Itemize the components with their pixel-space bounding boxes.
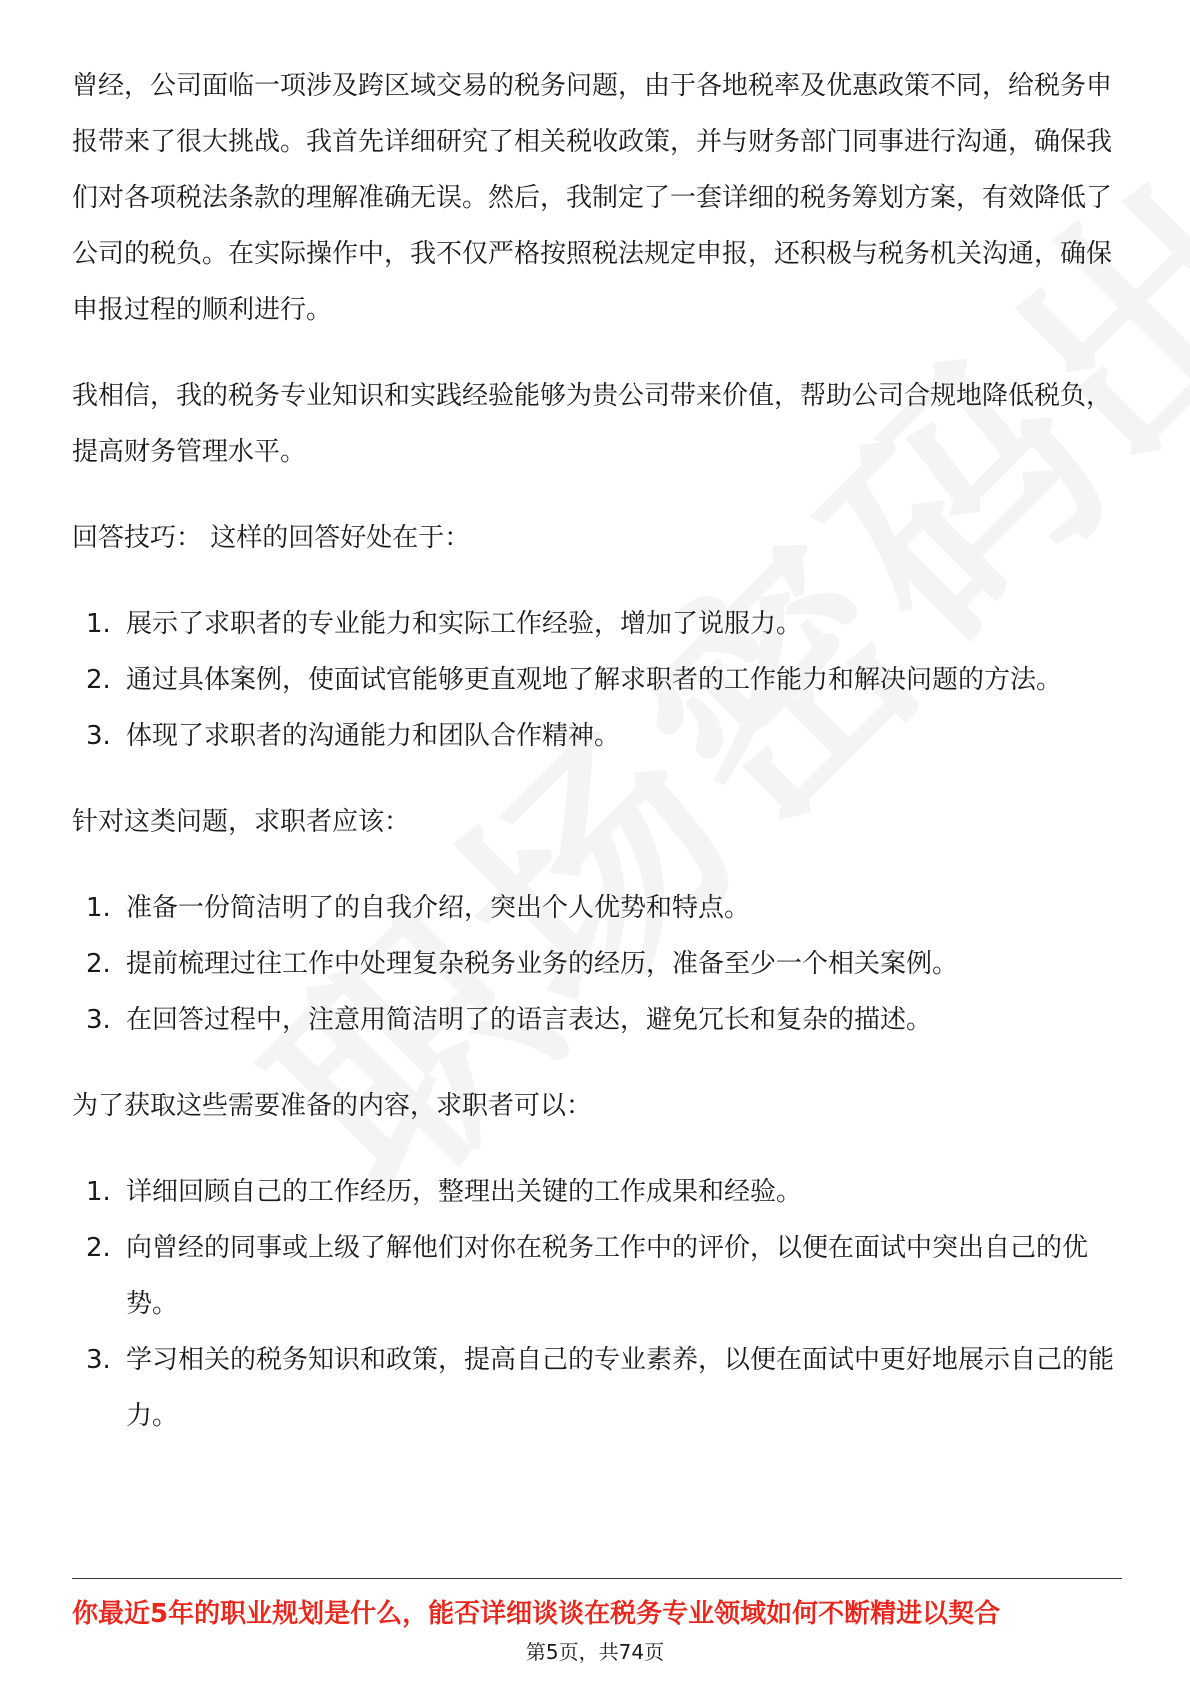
- tips-heading: 回答技巧： 这样的回答好处在于：: [72, 523, 471, 553]
- list-item: 2. 提前梳理过往工作中处理复杂税务业务的经历，准备至少一个相关案例。: [86, 949, 959, 979]
- list-item: 3. 在回答过程中，注意用简洁明了的语言表达，避免冗长和复杂的描述。: [86, 1005, 933, 1035]
- next-question-title: 你最近5年的职业规划是什么，能否详细谈谈在税务专业领域如何不断精进以契合: [72, 1599, 1001, 1629]
- list-item: 3. 体现了求职者的沟通能力和团队合作精神。: [86, 721, 621, 751]
- section-divider: [72, 1578, 1122, 1579]
- page-number: 第5页，共74页: [525, 1640, 665, 1664]
- list-item: 3. 学习相关的税务知识和政策，提高自己的专业素养，以便在面试中更好地展示自己的能力。: [86, 1345, 1115, 1431]
- advice-heading: 针对这类问题，求职者应该：: [72, 807, 411, 837]
- advice-list: [72, 880, 1122, 1048]
- list-item: 1. 详细回顾自己的工作经历，整理出关键的工作成果和经验。: [86, 1177, 803, 1207]
- page-content: [72, 58, 1122, 1444]
- tips-list: [72, 596, 1122, 764]
- paragraph-case-story: 曾经，公司面临一项涉及跨区域交易的税务问题，由于各地税率及优惠政策不同，给税务申报带来了很大挑战。我首先详细研究了相关税收政策，并与财务部门同事进行沟通，确保我们对各项税法条款的理解准确无误。然后，我制定了一套详细的税务筹划方案，有效降低了公司的税负。在实际操作中，我不仅严格按照税法规定申报，还积极与税务机关沟通，确保申报过程的顺利进行。: [72, 71, 1113, 325]
- prepare-heading: 为了获取这些需要准备的内容，求职者可以：: [72, 1091, 593, 1121]
- list-item: 1. 展示了求职者的专业能力和实际工作经验，增加了说服力。: [86, 609, 803, 639]
- paragraph-value-statement: 我相信，我的税务专业知识和实践经验能够为贵公司带来价值，帮助公司合规地降低税负，提高财务管理水平。: [72, 381, 1113, 467]
- prepare-list: [72, 1164, 1122, 1444]
- list-item: 2. 通过具体案例，使面试官能够更直观地了解求职者的工作能力和解决问题的方法。: [86, 665, 1063, 695]
- list-item: 2. 向曾经的同事或上级了解他们对你在税务工作中的评价，以便在面试中突出自己的优势。: [86, 1233, 1089, 1319]
- list-item: 1. 准备一份简洁明了的自我介绍，突出个人优势和特点。: [86, 893, 751, 923]
